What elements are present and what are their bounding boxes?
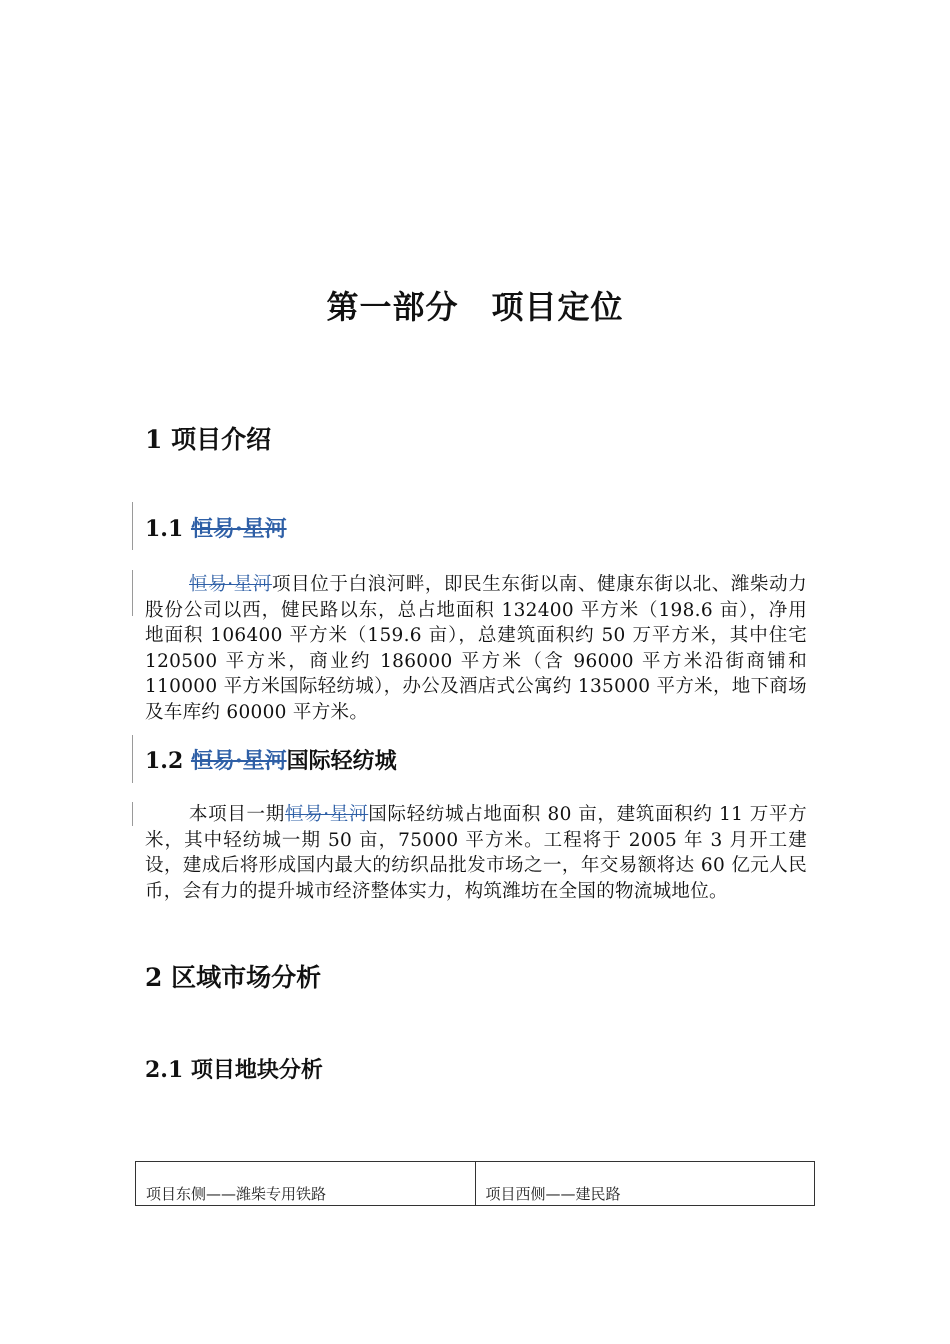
section-1-2-heading: [145, 744, 397, 775]
brand-name: 恒易·星河: [284, 804, 369, 825]
brand-name: 恒易·星河: [190, 748, 287, 774]
site-surroundings-table: [135, 1161, 815, 1206]
brand-name: 恒易·星河: [190, 516, 287, 542]
revision-bar: [132, 502, 133, 550]
revision-bar: [132, 570, 133, 616]
section-2-heading: 2 区域市场分析: [145, 963, 322, 992]
table-cell-west: 项目西侧——建民路: [475, 1162, 815, 1205]
section-2-1-heading: 2.1 项目地块分析: [145, 1057, 323, 1083]
section-1-2-suffix: 国际轻纺城: [286, 748, 397, 774]
revision-bar: [132, 802, 133, 826]
brand-name: 恒易·星河: [189, 574, 272, 595]
section-1-2-number: 1.2: [145, 748, 191, 774]
section-1-1-number: 1.1: [145, 516, 191, 542]
section-1-1-heading: [145, 512, 287, 543]
paragraph-text: 本项目一期: [189, 804, 285, 825]
section-1-heading: 1 项目介绍: [145, 425, 272, 454]
page-title: 第一部分 项目定位: [326, 288, 624, 326]
paragraph-text: 项目位于白浪河畔，即民生东街以南、健康东街以北、潍柴动力股份公司以西，健民路以东，总占地面积 132400 平方米（198.6 亩），净用地面积 106400 平方米（159.6 亩），总建筑面积约 50 万平方米，其中住宅 120500 平方米，商业约 186000 平方米（含 96000 平方米沿街商铺和 110000 平方米国际轻纺城），办公及酒店式公寓约 135000 平方米，地下商场及车库约 60000 平方米。: [145, 574, 807, 723]
paragraph-text: 国际轻纺城占地面积 80 亩，建筑面积约 11 万平方米，其中轻纺城一期 50 亩，75000 平方米。工程将于 2005 年 3 月开工建设，建成后将形成国内最大的纺织品批发市场之一，年交易额将达 60 亿元人民币，会有力的提升城市经济整体实力，构筑潍坊在全国的物流城地位。: [145, 804, 807, 902]
revision-bar: [132, 735, 133, 783]
section-1-2-paragraph: [145, 802, 807, 904]
table-cell-east: 项目东侧——潍柴专用铁路: [146, 1185, 327, 1203]
section-1-1-paragraph: [145, 572, 807, 725]
